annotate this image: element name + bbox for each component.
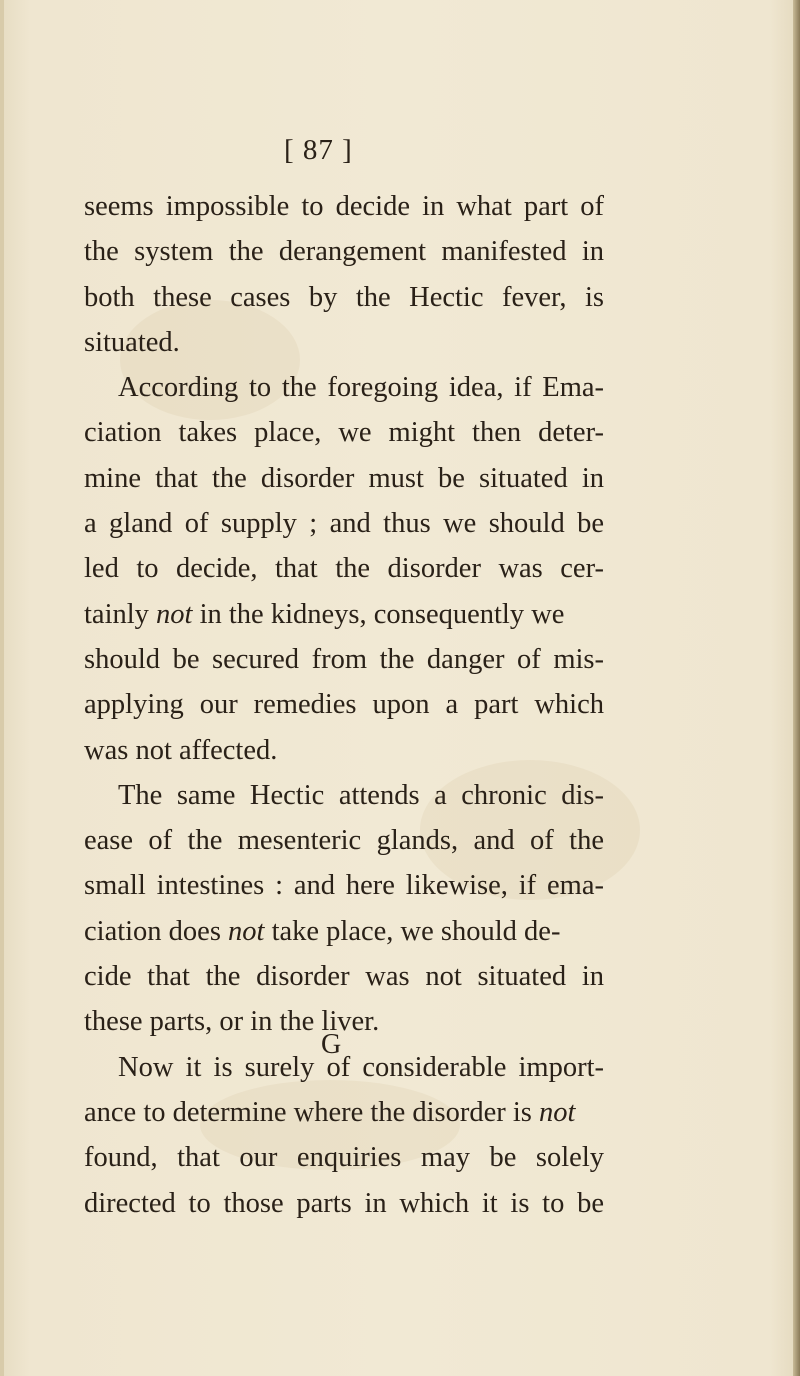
text-line: ciation takes place, we might then deter- (84, 417, 604, 449)
text-line: ease of the mesenteric glands, and of the (84, 825, 604, 857)
text-line: both these cases by the Hectic fever, is (84, 281, 604, 313)
page-left-edge (0, 0, 4, 1376)
text-line: ciation does not take place, we should de- (84, 915, 561, 947)
italic-emphasis: not (156, 598, 193, 630)
text-line: cide that the disorder was not situated in (84, 961, 604, 993)
text-line: mine that the disorder must be situated in (84, 462, 604, 494)
text-line: found, that our enquiries may be solely (84, 1142, 604, 1174)
body-text (84, 184, 604, 1226)
text-line: seems impossible to decide in what part of (84, 191, 604, 222)
paragraph-start: Now it is surely of considerable import- (118, 1051, 604, 1083)
text-line: situated. (84, 326, 180, 358)
text-line: these parts, or in the liver. (84, 1006, 380, 1038)
text-line: ance to determine where the disorder is not (84, 1096, 576, 1128)
text-line: tainly not in the kidneys, consequently we (84, 598, 565, 630)
text-line: the system the derangement manifested in (84, 236, 604, 268)
text-line: led to decide, that the disorder was cer- (84, 553, 604, 585)
text-line: applying our remedies upon a part which (84, 689, 604, 721)
text-line: should be secured from the danger of mis- (84, 643, 604, 675)
italic-emphasis: not (539, 1096, 576, 1128)
paragraph-start: The same Hectic attends a chronic dis- (118, 779, 604, 811)
text-line: small intestines : and here likewise, if ema- (84, 870, 604, 902)
page-number: [ 87 ] (284, 134, 353, 166)
text-line: directed to those parts in which it is to be (84, 1187, 604, 1219)
page-right-edge (793, 0, 800, 1376)
catchword: G (321, 1029, 342, 1060)
text-line: was not affected. (84, 734, 278, 766)
paragraph-start: According to the foregoing idea, if Ema- (118, 372, 604, 404)
italic-emphasis: not (228, 915, 265, 947)
text-line: a gland of supply ; and thus we should be (84, 508, 604, 540)
